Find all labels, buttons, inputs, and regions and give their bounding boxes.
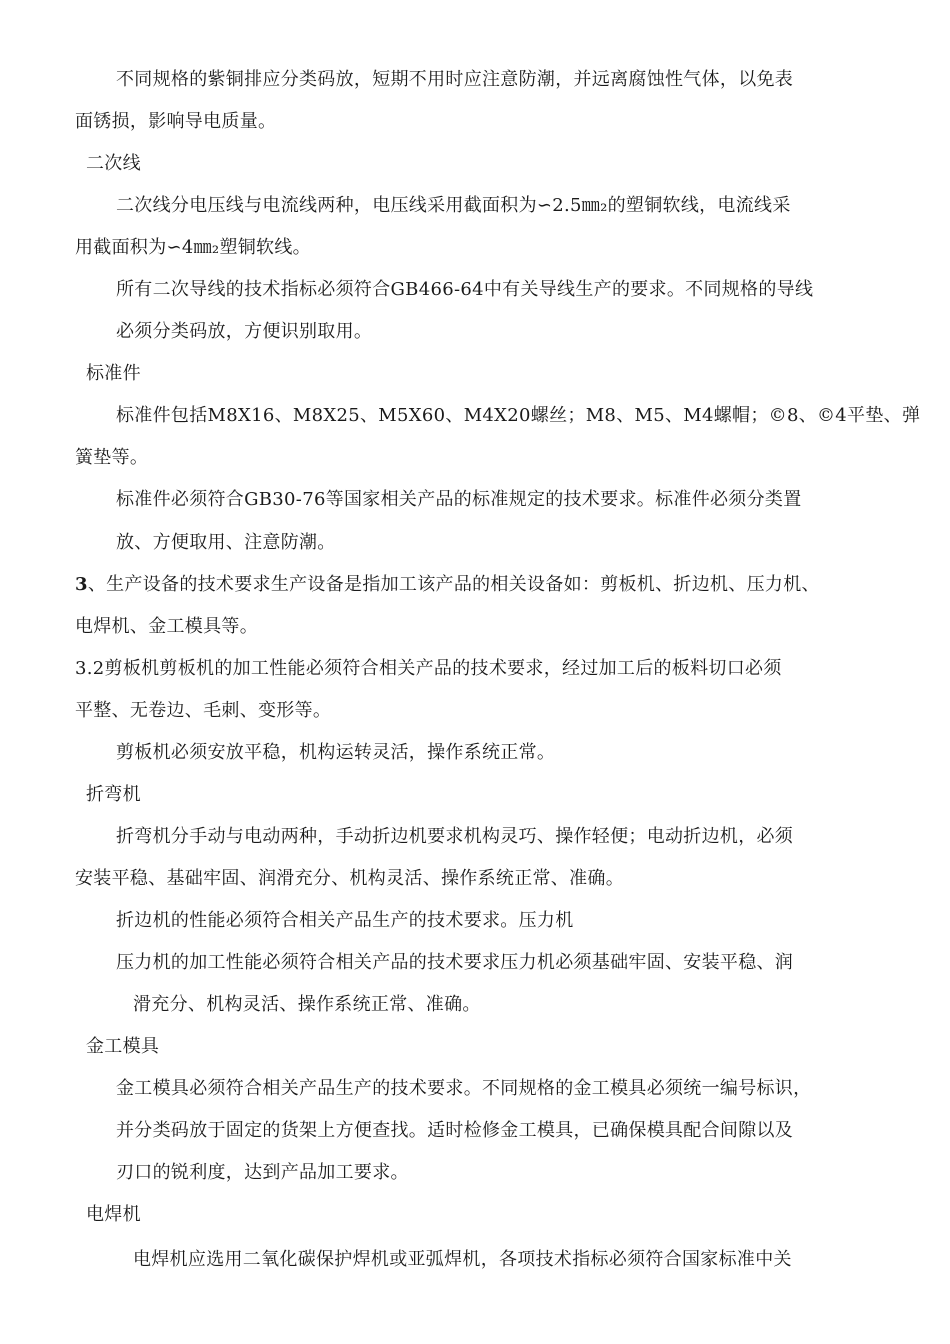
text-line: 刃口的锐利度，达到产品加工要求。	[116, 1162, 409, 1183]
text-line: 安装平稳、基础牢固、润滑充分、机构灵活、操作系统正常、准确。	[75, 868, 624, 889]
section-heading: 金工模具	[86, 1036, 160, 1057]
text-line: 电焊机、金工模具等。	[75, 616, 258, 637]
text-line: 金工模具必须符合相关产品生产的技术要求。不同规格的金工模具必须统一编号标识，	[116, 1078, 812, 1099]
text-line: 并分类码放于固定的货架上方便查找。适时检修金工模具，已确保模具配合间隙以及	[116, 1120, 794, 1141]
text-line: 必须分类码放，方便识别取用。	[116, 321, 373, 342]
text-line: 标准件包括M8X16、M8X25、M5X60、M4X20螺丝；M8、M5、M4螺帽；©8、©4平垫、弹	[116, 405, 921, 426]
text-line: 电焊机应选用二氧化碳保护焊机或亚弧焊机，各项技术指标必须符合国家标准中关	[133, 1249, 792, 1270]
text-line: 3.2剪板机剪板机的加工性能必须符合相关产品的技术要求，经过加工后的板料切口必须	[75, 658, 782, 679]
section-title-text: 、生产设备的技术要求生产设备是指加工该产品的相关设备如：剪板机、折边机、压力机、	[87, 574, 820, 595]
text-line: 滑充分、机构灵活、操作系统正常、准确。	[133, 994, 481, 1015]
section-number-text: 3	[75, 574, 88, 595]
text-line: 不同规格的紫铜排应分类码放，短期不用时应注意防潮，并远离腐蚀性气体，以免表	[116, 69, 794, 90]
text-line: 剪板机必须安放平稳，机构运转灵活，操作系统正常。	[116, 742, 556, 763]
text-line: 用截面积为∽4㎜₂塑铜软线。	[75, 237, 311, 258]
text-line: 簧垫等。	[75, 447, 149, 468]
text-line: 二次线分电压线与电流线两种，电压线采用截面积为∽2.5㎜₂的塑铜软线，电流线采	[116, 195, 791, 216]
text-line: 面锈损，影响导电质量。	[75, 111, 277, 132]
section-heading: 电焊机	[86, 1204, 141, 1225]
text-line: 平整、无卷边、毛刺、变形等。	[75, 700, 332, 721]
text-line: 标准件必须符合GB30-76等国家相关产品的标准规定的技术要求。标准件必须分类置	[116, 489, 802, 510]
text-line: 放、方便取用、注意防潮。	[116, 532, 336, 553]
section-heading: 折弯机	[86, 784, 141, 805]
text-line: 折弯机分手动与电动两种，手动折边机要求机构灵巧、操作轻便；电动折边机，必须	[116, 826, 794, 847]
text-line: 压力机的加工性能必须符合相关产品的技术要求压力机必须基础牢固、安装平稳、润	[116, 952, 794, 973]
section-number	[75, 573, 820, 597]
section-heading: 标准件	[86, 363, 141, 384]
text-line: 所有二次导线的技术指标必须符合GB466-64中有关导线生产的要求。不同规格的导线	[116, 279, 814, 300]
section-heading: 二次线	[86, 153, 141, 174]
text-line: 折边机的性能必须符合相关产品生产的技术要求。压力机	[116, 910, 574, 931]
